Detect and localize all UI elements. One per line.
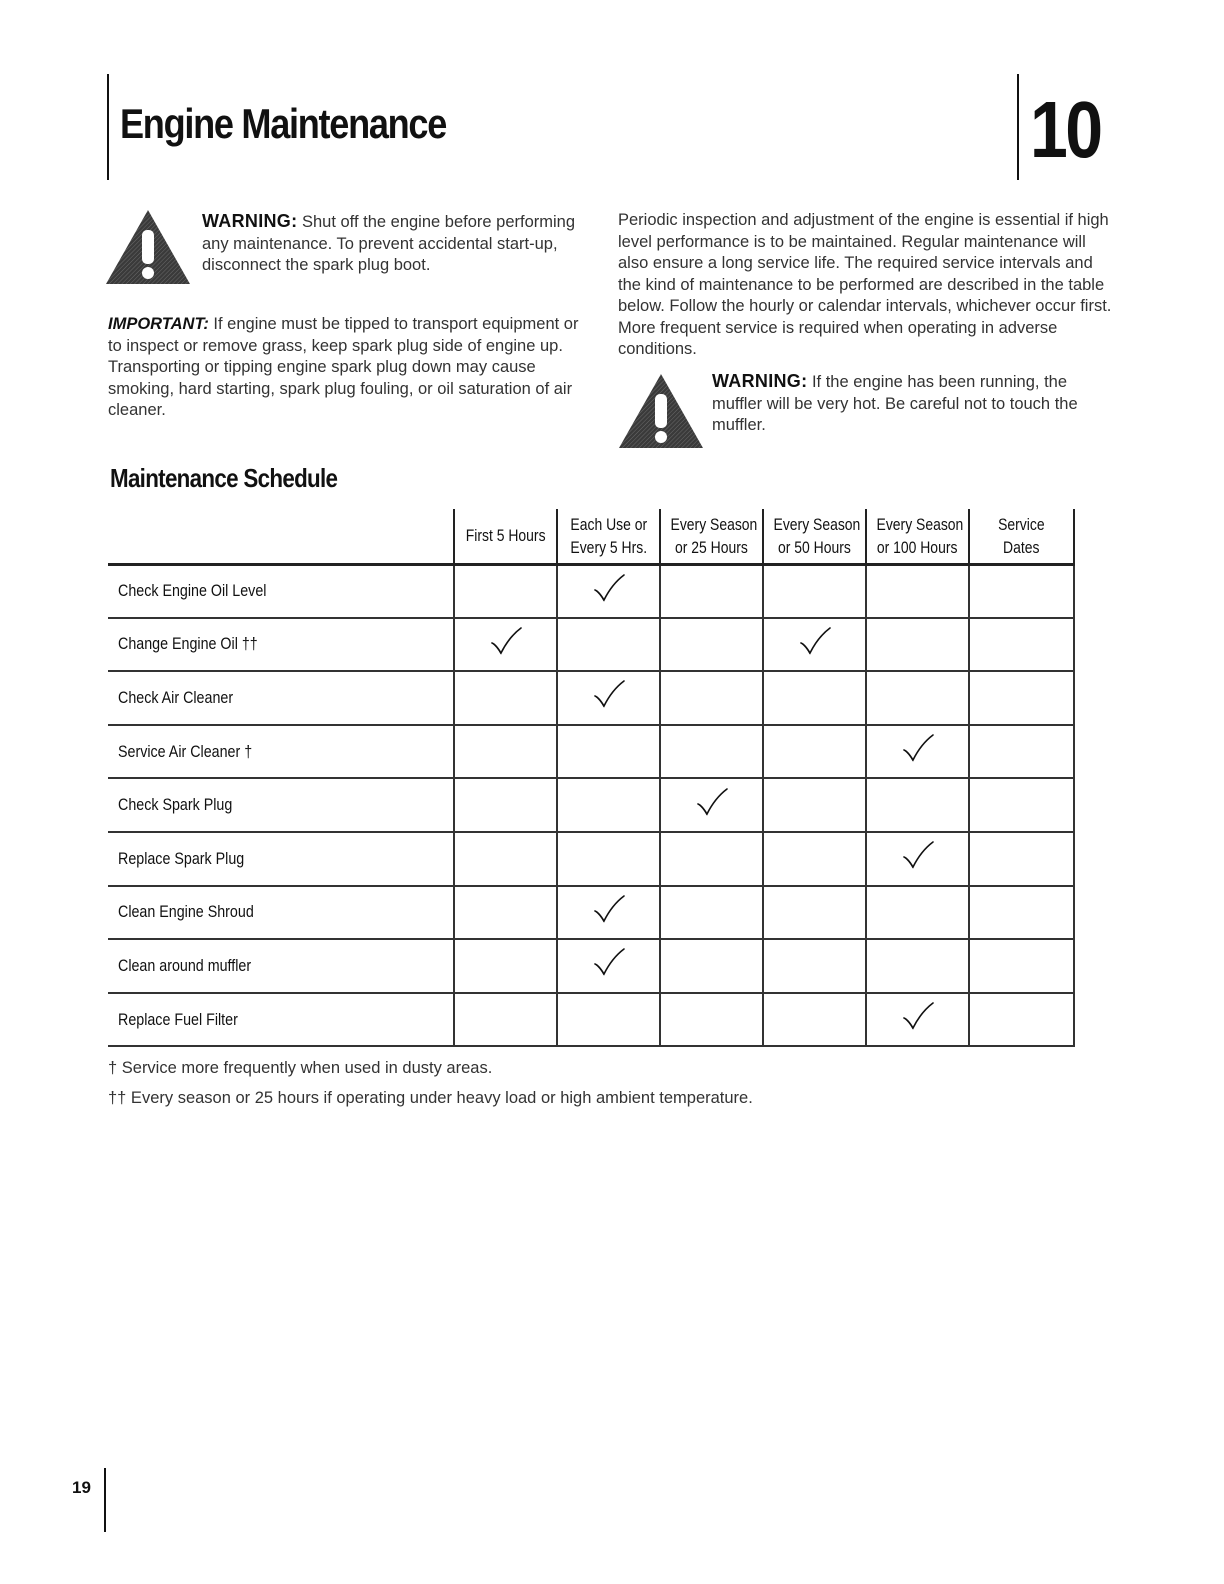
task-label: Service Air Cleaner †: [118, 741, 253, 761]
task-cell: [108, 939, 454, 993]
periodic-inspection-paragraph: Periodic inspection and adjustment of the engine is essential if high level performance is to be maintained. Regular maintenance will also ensure a long service life. The required service intervals and the kind of maintenance to be performed are described in the table below. Follow the hourly or calendar intervals, whichever occur first. More frequent service is required when operating in adverse conditions.: [618, 211, 1112, 358]
column-header: [763, 509, 866, 564]
task-cell: [108, 832, 454, 886]
important-label: IMPORTANT:: [108, 315, 209, 333]
task-cell: [108, 671, 454, 725]
footnote-dusty: † Service more frequently when used in dusty areas.: [108, 1059, 493, 1077]
task-label: Check Spark Plug: [118, 795, 233, 815]
empty-cell: [454, 886, 557, 940]
column-header-line1: Service: [998, 514, 1045, 534]
table-header-row: [108, 509, 1074, 564]
empty-cell: [763, 671, 866, 725]
empty-cell: [866, 939, 969, 993]
task-label: Clean around muffler: [118, 955, 252, 975]
empty-cell: [763, 993, 866, 1047]
empty-cell: [557, 778, 660, 832]
page-number-rule: [104, 1468, 106, 1532]
empty-cell: [866, 564, 969, 618]
empty-cell: [454, 993, 557, 1047]
task-cell: [108, 564, 454, 618]
table-row: [108, 886, 1074, 940]
chapter-rule: [1017, 74, 1019, 180]
task-label: Check Engine Oil Level: [118, 581, 267, 601]
warning-label-2: WARNING:: [712, 371, 808, 391]
empty-cell: [866, 671, 969, 725]
checkmark-icon: [591, 947, 627, 979]
checkmark-icon: [591, 573, 627, 605]
checked-cell: [866, 832, 969, 886]
column-header: [454, 509, 557, 564]
empty-cell: [454, 939, 557, 993]
column-header: [969, 509, 1074, 564]
task-cell: [108, 886, 454, 940]
empty-cell: [660, 564, 763, 618]
empty-cell: [969, 832, 1074, 886]
checkmark-icon: [591, 894, 627, 926]
table-body: [108, 564, 1074, 1046]
checked-cell: [660, 778, 763, 832]
empty-cell: [969, 778, 1074, 832]
empty-cell: [763, 564, 866, 618]
checkmark-icon: [488, 626, 524, 658]
task-label: Replace Spark Plug: [118, 848, 245, 868]
chapter-number: 10: [1030, 85, 1101, 174]
empty-cell: [660, 618, 763, 672]
empty-cell: [454, 832, 557, 886]
empty-cell: [763, 886, 866, 940]
table-row: [108, 618, 1074, 672]
column-header-line1: Every Season: [670, 514, 758, 534]
empty-cell: [660, 832, 763, 886]
empty-cell: [969, 725, 1074, 779]
warning-text-1: [202, 211, 597, 277]
warning-text-2: [712, 371, 1112, 437]
table-row: [108, 993, 1074, 1047]
task-label: Check Air Cleaner: [118, 687, 234, 707]
empty-cell: [454, 671, 557, 725]
empty-cell: [454, 725, 557, 779]
column-header-line1: Every Season: [876, 514, 964, 534]
empty-cell: [969, 939, 1074, 993]
empty-cell: [866, 886, 969, 940]
empty-cell: [660, 725, 763, 779]
title-rule: [107, 74, 109, 180]
empty-cell: [763, 725, 866, 779]
empty-cell: [660, 939, 763, 993]
empty-cell: [866, 778, 969, 832]
column-header-line1: First 5 Hours: [465, 526, 546, 546]
checked-cell: [557, 886, 660, 940]
empty-cell: [969, 993, 1074, 1047]
column-header-line2: or 50 Hours: [778, 537, 851, 557]
empty-cell: [969, 564, 1074, 618]
task-cell: [108, 618, 454, 672]
checked-cell: [557, 939, 660, 993]
empty-cell: [454, 564, 557, 618]
task-cell: [108, 725, 454, 779]
column-header-line2: Every 5 Hrs.: [570, 537, 647, 557]
checked-cell: [763, 618, 866, 672]
warning-triangle-icon: [617, 372, 705, 450]
column-header-line2: or 25 Hours: [675, 537, 748, 557]
column-header: [557, 509, 660, 564]
checked-cell: [557, 671, 660, 725]
empty-cell: [866, 618, 969, 672]
warning-label-1: WARNING:: [202, 211, 298, 231]
checkmark-icon: [797, 626, 833, 658]
table-row: [108, 778, 1074, 832]
checked-cell: [557, 564, 660, 618]
checkmark-icon: [900, 840, 936, 872]
column-header: [866, 509, 969, 564]
header-blank-cell: [108, 509, 454, 564]
task-label: Change Engine Oil ††: [118, 634, 258, 654]
page-number: 19: [72, 1478, 91, 1497]
empty-cell: [454, 778, 557, 832]
empty-cell: [763, 778, 866, 832]
empty-cell: [969, 671, 1074, 725]
important-note: [108, 314, 593, 422]
table-row: [108, 939, 1074, 993]
column-header-line2: or 100 Hours: [877, 537, 958, 557]
table-row: [108, 671, 1074, 725]
checkmark-icon: [591, 679, 627, 711]
page-title: Engine Maintenance: [120, 100, 447, 147]
empty-cell: [969, 886, 1074, 940]
table-row: [108, 832, 1074, 886]
column-header-line1: Each Use or: [570, 514, 647, 534]
empty-cell: [557, 832, 660, 886]
checked-cell: [866, 725, 969, 779]
table-row: [108, 725, 1074, 779]
empty-cell: [969, 618, 1074, 672]
warning-triangle-icon: [104, 208, 192, 286]
empty-cell: [660, 993, 763, 1047]
task-label: Replace Fuel Filter: [118, 1009, 238, 1029]
column-header-line1: Every Season: [773, 514, 861, 534]
warning-body-2: If the engine has been running, the muffler will be very hot. Be careful not to touch the muffler.: [712, 373, 1078, 434]
empty-cell: [763, 832, 866, 886]
maintenance-schedule-title: Maintenance Schedule: [110, 463, 338, 493]
checkmark-icon: [900, 733, 936, 765]
column-header: [660, 509, 763, 564]
checked-cell: [866, 993, 969, 1047]
empty-cell: [557, 618, 660, 672]
table-row: [108, 564, 1074, 618]
task-cell: [108, 778, 454, 832]
empty-cell: [660, 886, 763, 940]
column-header-line2: Dates: [1003, 537, 1040, 557]
warning-body-1: Shut off the engine before performing any maintenance. To prevent accidental start-up, disconnect the spark plug boot.: [202, 213, 576, 274]
checkmark-icon: [900, 1001, 936, 1033]
empty-cell: [660, 671, 763, 725]
maintenance-schedule-table: [108, 509, 1075, 1047]
empty-cell: [557, 725, 660, 779]
empty-cell: [557, 993, 660, 1047]
checkmark-icon: [694, 787, 730, 819]
empty-cell: [763, 939, 866, 993]
task-label: Clean Engine Shroud: [118, 902, 254, 922]
important-body: If engine must be tipped to transport equipment or to inspect or remove grass, keep spark plug side of engine up. Transporting or tipping engine spark plug down may cause smoking, hard starting, spark plug fouling, or oil saturation of air cleaner.: [108, 315, 579, 419]
task-cell: [108, 993, 454, 1047]
checked-cell: [454, 618, 557, 672]
footnote-heavy-load: †† Every season or 25 hours if operating under heavy load or high ambient temperature.: [108, 1089, 753, 1107]
